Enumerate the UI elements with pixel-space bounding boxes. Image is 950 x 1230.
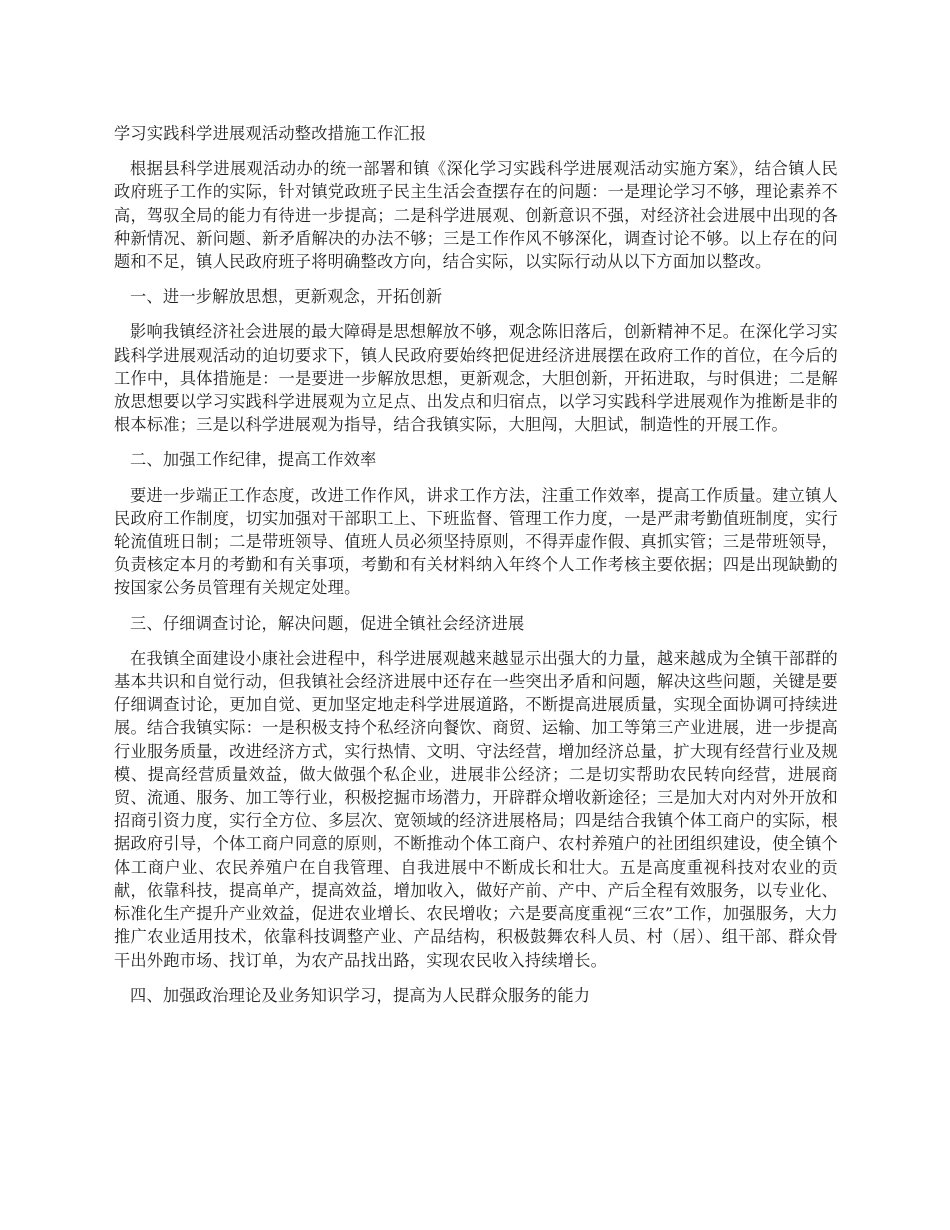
section-2-body: 要进一步端正工作态度，改进工作作风，讲求工作方法，注重工作效率，提高工作质量。建立镇人民政府工作制度，切实加强对干部职工上、下班监督、管理工作力度，一是严肃考勤值班制度，实行轮流值班日制；二是带班领导、值班人员必须坚持原则，不得弄虚作假、真抓实管；三是带班领导，负责核定本月的考勤和有关事项，考勤和有关材料纳入年终个人工作考核主要依据；四是出现缺勤的按国家公务员管理有关规定处理。 <box>114 485 838 598</box>
document-page <box>114 122 838 1019</box>
intro-paragraph: 根据县科学进展观活动办的统一部署和镇《深化学习实践科学进展观活动实施方案》，结合镇人民政府班子工作的实际，针对镇党政班子民主生活会查摆存在的问题：一是理论学习不够，理论素养不高，驾驭全局的能力有待进一步提高；二是科学进展观、创新意识不强，对经济社会进展中出现的各种新情况、新问题、新矛盾解决的办法不够；三是工作作风不够深化，调查讨论不够。以上存在的问题和不足，镇人民政府班子将明确整改方向，结合实际，以实际行动从以下方面加以整改。 <box>114 159 838 272</box>
section-1-body: 影响我镇经济社会进展的最大障碍是思想解放不够，观念陈旧落后，创新精神不足。在深化学习实践科学进展观活动的迫切要求下，镇人民政府要始终把促进经济进展摆在政府工作的首位，在今后的工作中，具体措施是：一是要进一步解放思想，更新观念，大胆创新，开拓进取，与时俱进；二是解放思想要以学习实践科学进展观为立足点、出发点和归宿点，以学习实践科学进展观作为推断是非的根本标准；三是以科学进展观为指导，结合我镇实际，大胆闯，大胆试，制造性的开展工作。 <box>114 322 838 435</box>
section-1-heading: 一、进一步解放思想，更新观念，开拓创新 <box>130 287 443 307</box>
section-3-body: 在我镇全面建设小康社会进程中，科学进展观越来越显示出强大的力量，越来越成为全镇干部群的基本共识和自觉行动，但我镇社会经济进展中还存在一些突出矛盾和问题，解决这些问题，关键是要仔细调查讨论，更加自觉、更加坚定地走科学进展道路，不断提高进展质量，实现全面协调可持续进展。结合我镇实际：一是积极支持个私经济向餐饮、商贸、运输、加工等第三产业进展，进一步提高行业服务质量，改进经济方式，实行热情、文明、守法经营，增加经济总量，扩大现有经营行业及规模、提高经营质量效益，做大做强个私企业，进展非公经济；二是切实帮助农民转向经营，进展商贸、流通、服务、加工等行业，积极挖掘市场潜力，开辟群众增收新途径；三是加大对内对外开放和招商引资力度，实行全方位、多层次、宽领域的经济进展格局；四是结合我镇个体工商户的实际，根据政府引导，个体工商户同意的原则，不断推动个体工商户、农村养殖户的社团组织建设，使全镇个体工商户业、农民养殖户在自我管理、自我进展中不断成长和壮大。五是高度重视科技对农业的贡献，依靠科技，提高单产，提高效益，增加收入，做好产前、产中、产后全程有效服务，以专业化、标准化生产提升产业效益，促进农业增长、农民增收；六是要高度重视“三农”工作，加强服务，大力推广农业适用技术，依靠科技调整产业、产品结构，积极鼓舞农科人员、村（居）、组干部、群众骨干出外跑市场、找订单，为农产品找出路，实现农民收入持续增长。 <box>114 648 838 970</box>
section-3-heading: 三、仔细调查讨论，解决问题，促进全镇社会经济进展 <box>130 613 525 633</box>
section-4-heading: 四、加强政治理论及业务知识学习，提高为人民群众服务的能力 <box>130 985 591 1005</box>
document-title: 学习实践科学进展观活动整改措施工作汇报 <box>114 124 427 143</box>
section-2-heading: 二、加强工作纪律，提高工作效率 <box>130 450 377 470</box>
